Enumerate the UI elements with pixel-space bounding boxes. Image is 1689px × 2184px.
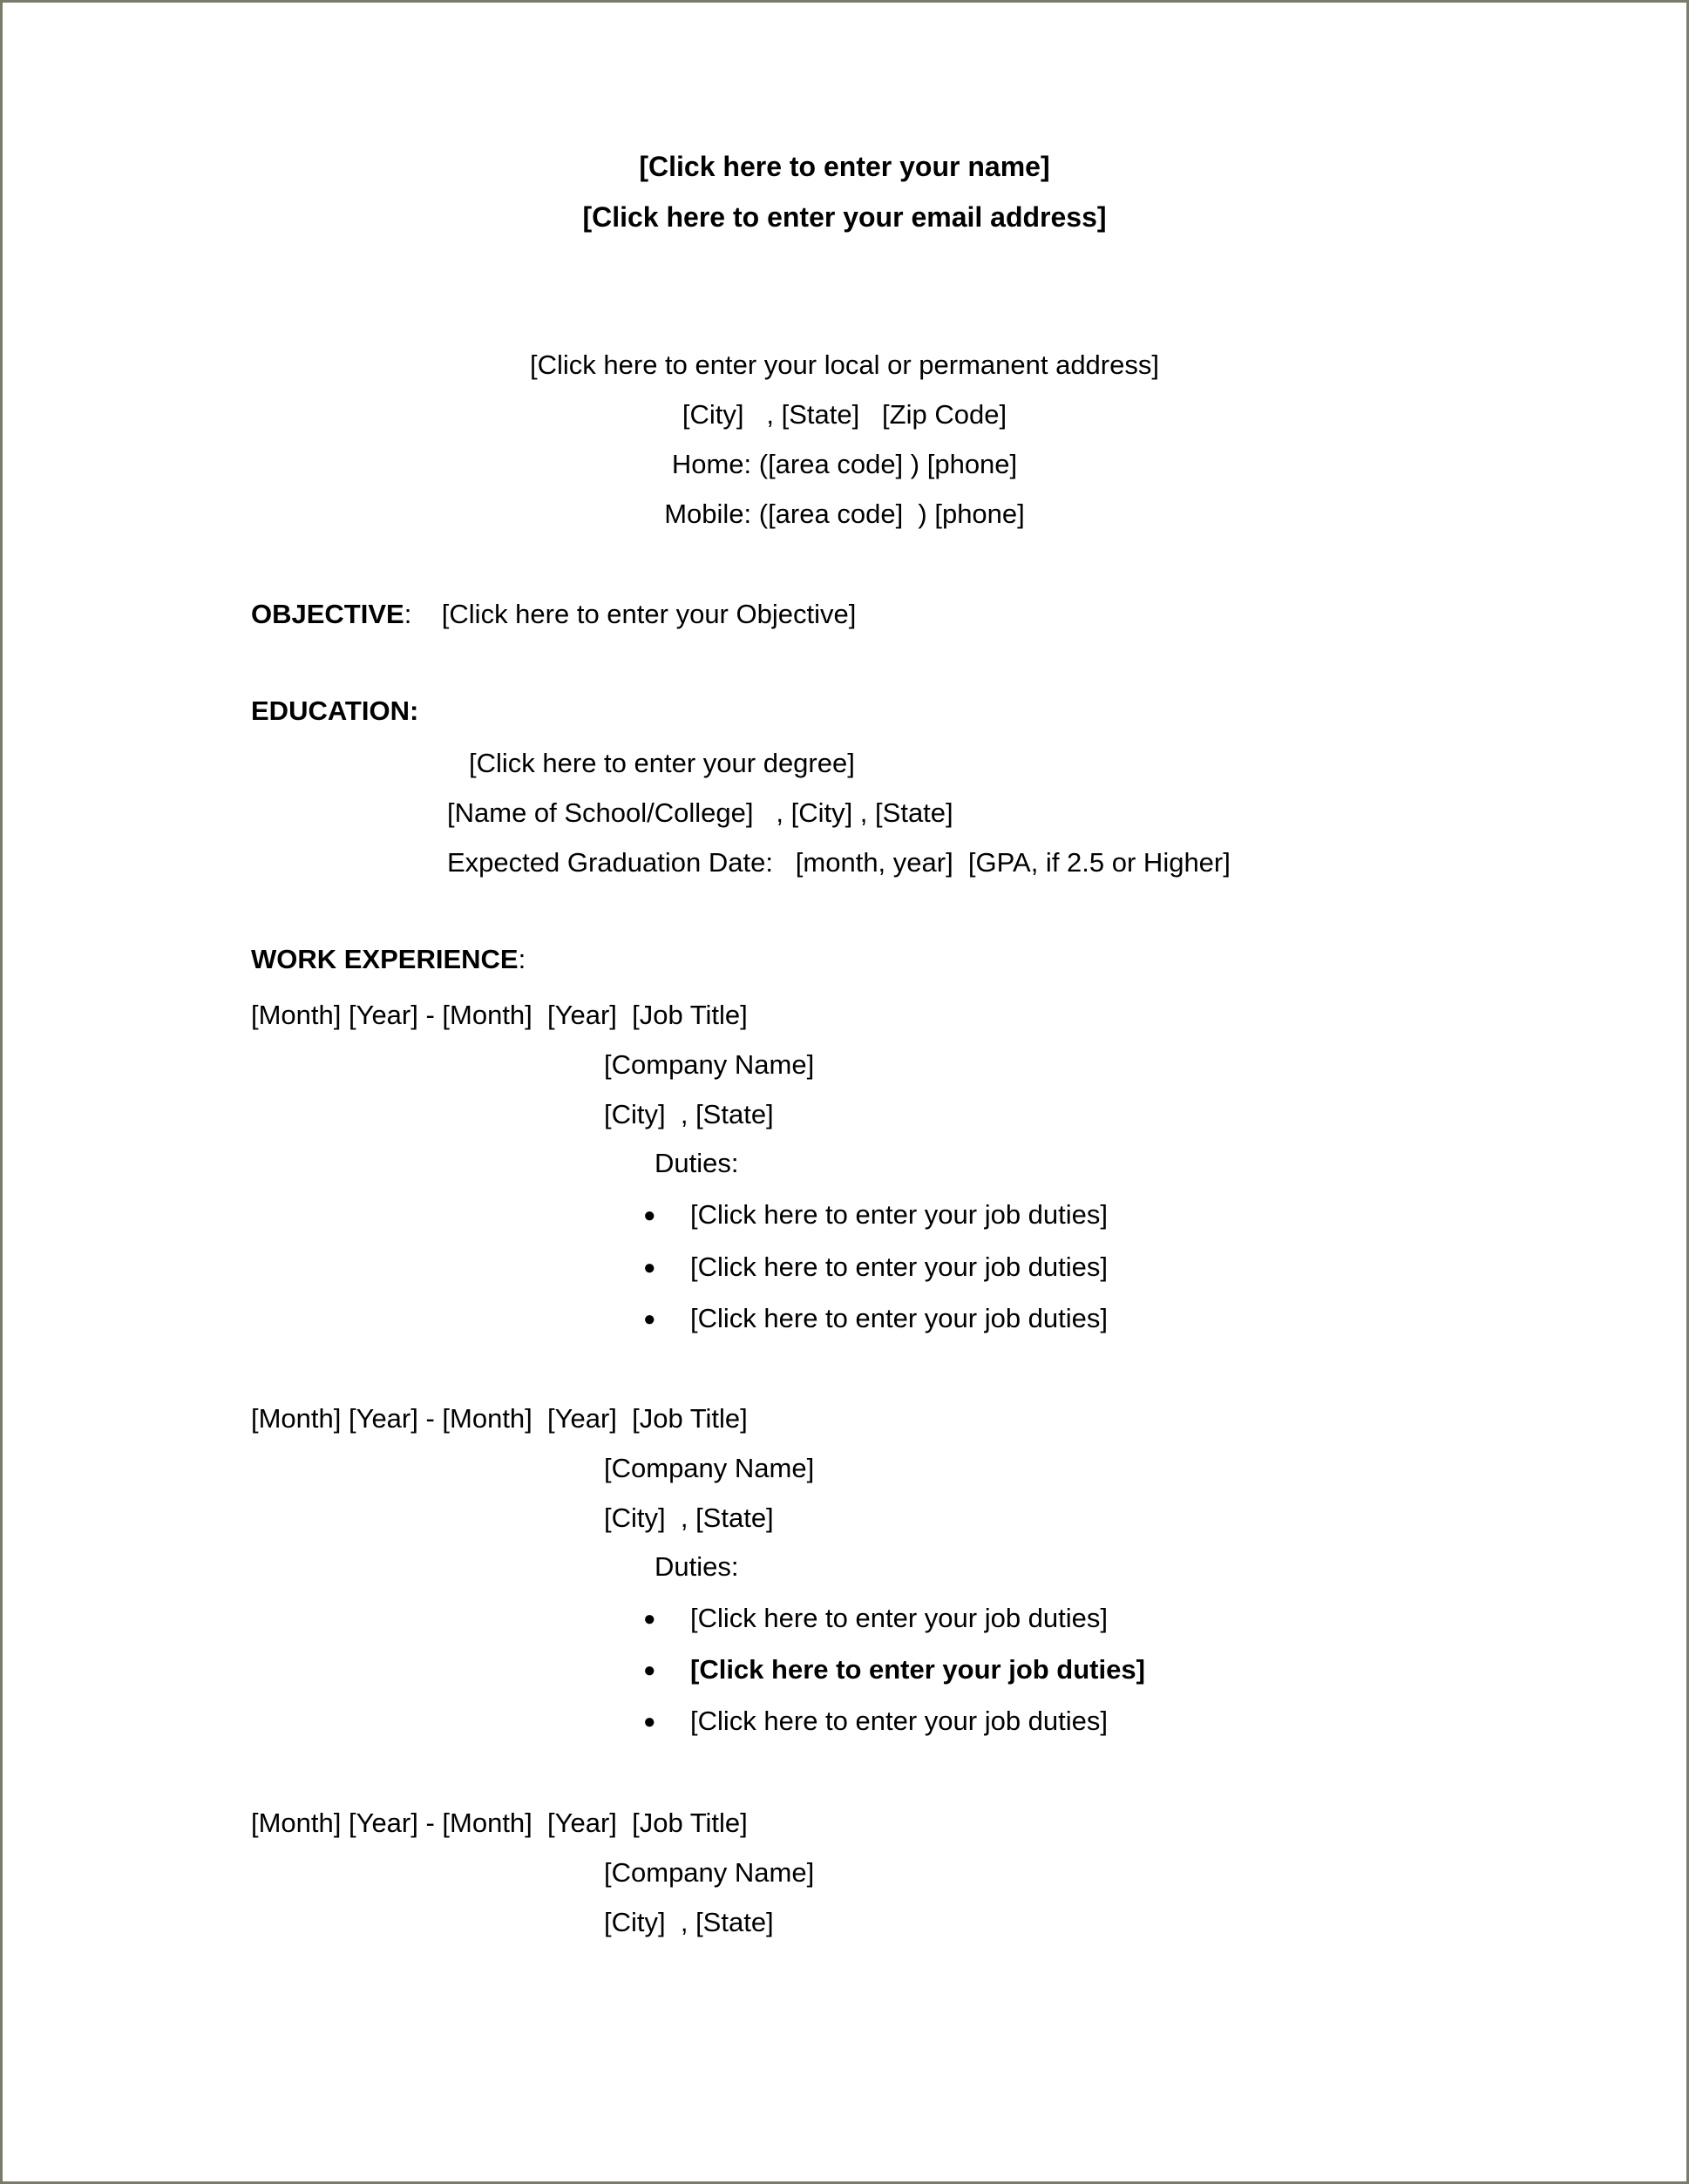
bullet-icon: ● [643,1307,656,1331]
bullet-icon: ● [643,1204,656,1227]
work-experience-section [251,944,526,975]
contact-city-state-zip[interactable]: [City] , [State] [Zip Code] [682,399,1007,430]
job-3-dates-title[interactable]: [Month] [Year] - [Month] [Year] [Job Title] [251,1808,748,1838]
job-1-duties-label: Duties: [655,1148,739,1178]
job-1-duty-text-1[interactable]: [Click here to enter your job duties] [690,1199,1109,1230]
job-1-duty-item-2[interactable] [643,1251,1108,1283]
job-1-duty-item-3[interactable] [643,1303,1108,1334]
job-2-duty-text-2[interactable]: [Click here to enter your job duties] [690,1654,1145,1685]
applicant-email-placeholder[interactable]: [Click here to enter your email address] [582,201,1107,233]
job-2-dates-title[interactable]: [Month] [Year] - [Month] [Year] [Job Title] [251,1403,748,1434]
job-2-duty-item-3[interactable] [643,1706,1108,1737]
education-degree-placeholder[interactable]: [Click here to enter your degree] [469,748,855,778]
applicant-name-placeholder[interactable]: [Click here to enter your name] [639,151,1050,182]
job-1-dates-title[interactable]: [Month] [Year] - [Month] [Year] [Job Title] [251,1000,748,1030]
job-1-duty-text-3[interactable]: [Click here to enter your job duties] [690,1303,1109,1333]
education-graduation-placeholder[interactable]: Expected Graduation Date: [month, year] [GPA, if 2.5 or Higher] [447,847,1231,878]
bullet-icon: ● [643,1658,656,1682]
objective-value-placeholder[interactable]: [Click here to enter your Objective] [441,599,857,629]
job-2-duty-item-2[interactable] [643,1654,1145,1685]
job-2-duty-text-3[interactable]: [Click here to enter your job duties] [690,1706,1109,1736]
contact-address-placeholder[interactable]: [Click here to enter your local or permanent address] [530,349,1159,380]
work-experience-heading-colon: : [518,944,526,974]
job-2-company[interactable]: [Company Name] [604,1453,815,1483]
objective-spacer [411,599,441,629]
contact-mobile-phone[interactable]: Mobile: ([area code] ) [phone] [664,499,1025,529]
objective-section [251,599,856,630]
education-heading: EDUCATION: [251,695,419,726]
work-experience-heading: WORK EXPERIENCE [251,944,519,974]
job-3-company[interactable]: [Company Name] [604,1857,815,1888]
job-1-duty-text-2[interactable]: [Click here to enter your job duties] [690,1251,1109,1282]
bullet-icon: ● [643,1256,656,1279]
bullet-icon: ● [643,1710,656,1733]
bullet-icon: ● [643,1607,656,1631]
objective-heading: OBJECTIVE [251,599,404,629]
job-2-duty-text-1[interactable]: [Click here to enter your job duties] [690,1603,1109,1633]
contact-home-phone[interactable]: Home: ([area code] ) [phone] [671,449,1018,479]
job-1-location[interactable]: [City] , [State] [604,1099,774,1129]
job-3-location[interactable]: [City] , [State] [604,1907,774,1937]
job-1-company[interactable]: [Company Name] [604,1049,815,1080]
job-1-duty-item-1[interactable] [643,1199,1108,1231]
page-content-area [3,3,1686,2181]
job-2-location[interactable]: [City] , [State] [604,1502,774,1533]
objective-heading-colon: : [404,599,412,629]
job-2-duties-label: Duties: [655,1551,739,1582]
job-2-duty-item-1[interactable] [643,1603,1108,1634]
education-school-placeholder[interactable]: [Name of School/College] , [City] , [State] [447,797,953,828]
